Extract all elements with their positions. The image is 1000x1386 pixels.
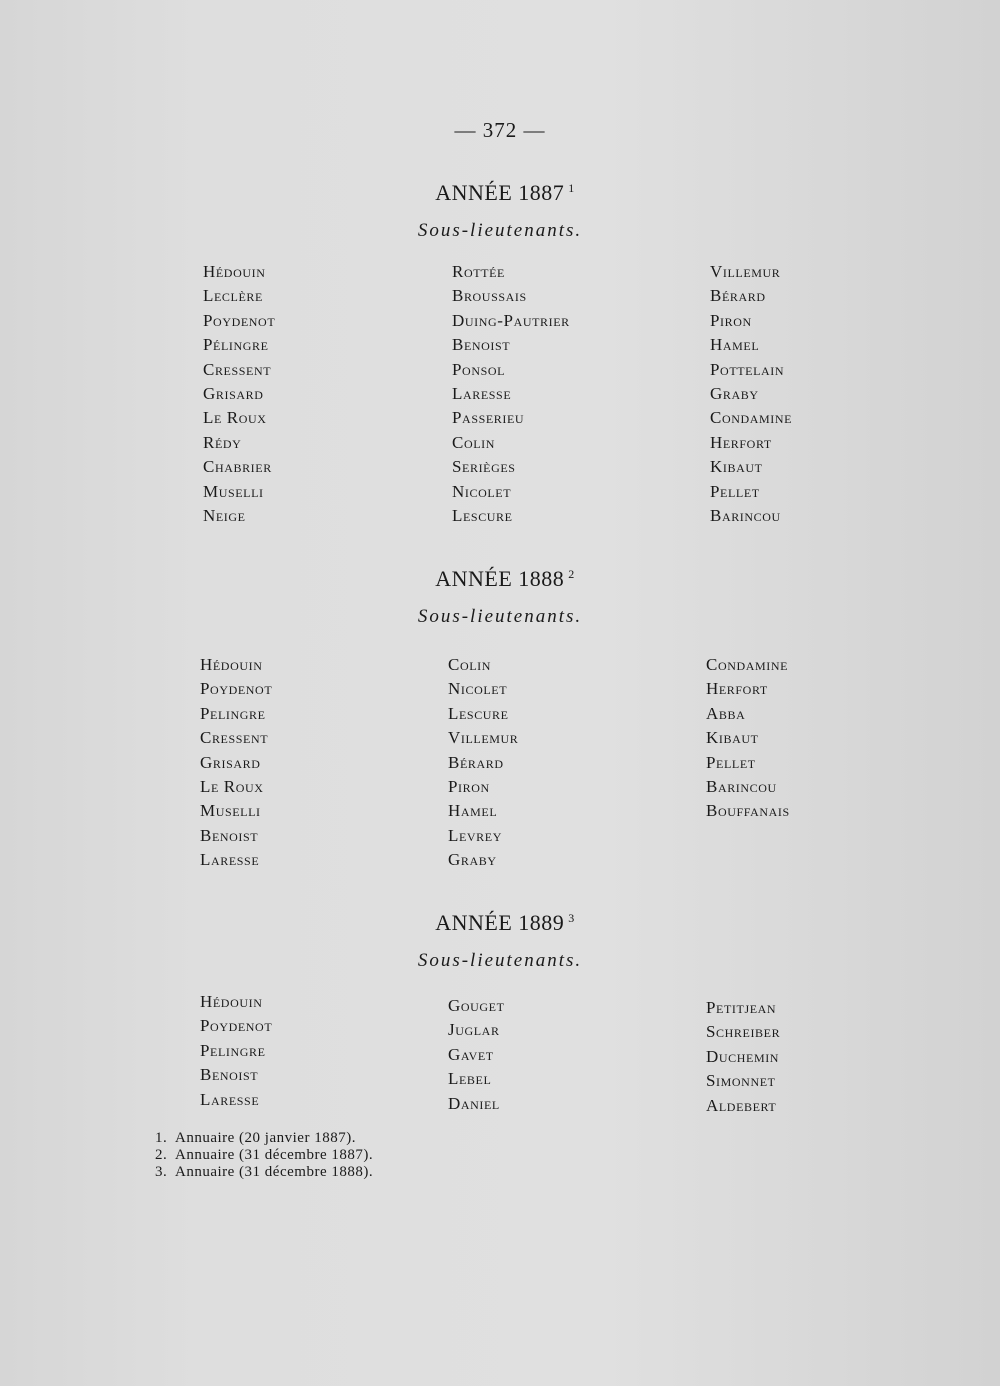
officer-name: Colin [448, 655, 491, 674]
officer-name: Pelingre [200, 1040, 266, 1060]
officer-name: Villemur [710, 262, 781, 281]
officer-name: Hédouin [200, 655, 263, 674]
name-column-1 [203, 260, 275, 528]
footnote-ref: 3 [568, 911, 575, 925]
officer-name: Hamel [448, 801, 498, 821]
officer-name: Grisard [200, 752, 261, 772]
year-section-1888 [0, 566, 1000, 870]
year-title: ANNÉE 1887 [435, 180, 565, 205]
officer-name: Broussais [452, 286, 527, 306]
officer-name: Herfort [710, 432, 772, 452]
officer-name: Colin [452, 432, 495, 452]
officer-name: Lebel [448, 1069, 492, 1089]
officer-name: Kibaut [710, 457, 763, 477]
officer-name: Chabrier [203, 457, 272, 477]
footnote-number: 3. [155, 1164, 168, 1180]
officer-name: Pellet [710, 481, 760, 501]
rank-title: Sous-lieutenants. [417, 220, 583, 241]
year-heading [10, 180, 1000, 206]
officer-name: Herfort [706, 679, 768, 699]
year-section-1889 [0, 910, 1000, 1115]
officer-name: Benoist [452, 335, 511, 355]
officer-name: Graby [448, 850, 497, 870]
footnote-text: Annuaire (20 janvier 1887). [175, 1130, 356, 1146]
footnotes [155, 1130, 373, 1181]
name-column-1 [200, 990, 272, 1112]
footnote [155, 1130, 373, 1147]
year-section-1887 [0, 180, 1000, 525]
footnote [155, 1164, 373, 1181]
name-column-1 [200, 653, 272, 873]
officer-name: Neige [203, 505, 246, 525]
officer-name: Muselli [200, 801, 261, 821]
name-column-2 [452, 260, 570, 528]
officer-name: Hédouin [200, 992, 263, 1011]
officer-name: Pélingre [203, 335, 269, 355]
officer-name: Condamine [710, 408, 793, 428]
officer-name: Barincou [706, 776, 777, 796]
officer-name: Graby [710, 383, 759, 403]
officer-name: Poydenot [200, 679, 273, 699]
officer-name: Nicolet [448, 679, 508, 699]
footnote [155, 1147, 373, 1164]
officer-name: Poydenot [203, 310, 276, 330]
footnote-number: 2. [155, 1147, 168, 1163]
officer-name: Le Roux [203, 408, 267, 428]
officer-name: Rédy [203, 432, 242, 452]
officer-name: Villemur [448, 728, 519, 748]
officer-name: Rottée [452, 262, 505, 281]
officer-name: Gavet [448, 1044, 494, 1064]
officer-name: Gouget [448, 996, 505, 1015]
name-column-3 [706, 653, 790, 824]
officer-name: Serièges [452, 457, 516, 477]
officer-name: Barincou [710, 505, 781, 525]
officer-name: Bérard [710, 286, 766, 306]
officer-name: Laresse [452, 383, 512, 403]
officer-name: Simonnet [706, 1071, 776, 1091]
officer-name: Condamine [706, 655, 789, 674]
officer-name: Benoist [200, 825, 259, 845]
footnote-text: Annuaire (31 décembre 1888). [175, 1164, 374, 1180]
name-column-3 [706, 996, 780, 1118]
officer-name: Laresse [200, 1089, 260, 1109]
year-heading [10, 910, 1000, 936]
officer-name: Kibaut [706, 728, 759, 748]
officer-name: Passerieu [452, 408, 525, 428]
officer-name: Piron [448, 776, 490, 796]
year-title: ANNÉE 1888 [435, 566, 565, 591]
page-number: — 372 — [454, 118, 546, 142]
officer-name: Grisard [203, 383, 264, 403]
officer-name: Benoist [200, 1065, 259, 1085]
officer-name: Hamel [710, 335, 760, 355]
footnote-text: Annuaire (31 décembre 1887). [175, 1147, 374, 1163]
name-column-3 [710, 260, 792, 528]
officer-name: Lescure [452, 505, 513, 525]
officer-name: Pellet [706, 752, 756, 772]
officer-name: Muselli [203, 481, 264, 501]
year-heading [10, 566, 1000, 592]
officer-name: Ponsol [452, 359, 506, 379]
officer-name: Juglar [448, 1020, 500, 1040]
officer-name: Schreiber [706, 1022, 781, 1042]
officer-name: Nicolet [452, 481, 512, 501]
rank-title: Sous-lieutenants. [417, 950, 583, 971]
officer-name: Hédouin [203, 262, 266, 281]
officer-name: Lescure [448, 703, 509, 723]
officer-name: Levrey [448, 825, 502, 845]
officer-name: Duing-Pautrier [452, 310, 570, 330]
officer-name: Cressent [200, 728, 269, 748]
name-column-2 [448, 653, 518, 873]
footnote-ref: 2 [568, 567, 575, 581]
rank-title: Sous-lieutenants. [417, 606, 583, 627]
officer-name: Abba [706, 703, 746, 723]
officer-name: Daniel [448, 1093, 500, 1113]
officer-name: Piron [710, 310, 752, 330]
officer-name: Poydenot [200, 1016, 273, 1036]
officer-name: Cressent [203, 359, 272, 379]
officer-name: Duchemin [706, 1046, 780, 1066]
footnote-number: 1. [155, 1130, 168, 1146]
officer-name: Laresse [200, 850, 260, 870]
year-title: ANNÉE 1889 [435, 910, 565, 935]
officer-name: Petitjean [706, 998, 777, 1017]
officer-name: Bérard [448, 752, 504, 772]
officer-name: Pottelain [710, 359, 785, 379]
officer-name: Le Roux [200, 776, 264, 796]
officer-name: Pelingre [200, 703, 266, 723]
name-column-2 [448, 994, 505, 1116]
footnote-ref: 1 [568, 181, 575, 195]
officer-name: Leclère [203, 286, 263, 306]
officer-name: Aldebert [706, 1095, 777, 1115]
officer-name: Bouffanais [706, 801, 790, 821]
